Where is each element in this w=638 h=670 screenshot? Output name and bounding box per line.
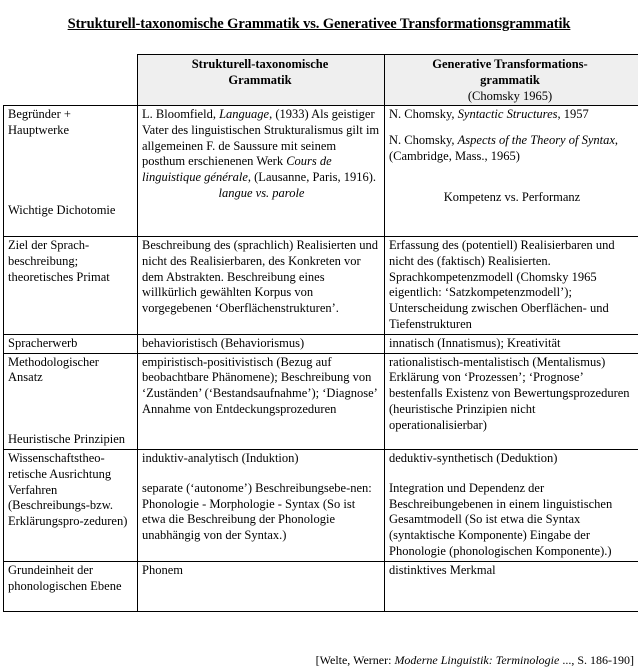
cell-structural: behavioristisch (Behaviorismus) [138, 334, 385, 353]
header-divider [384, 54, 385, 105]
comparison-table [3, 105, 638, 612]
cell-text: Annahme von Entdeckungsprozeduren [142, 401, 337, 416]
cell-text-italic: Syntactic Structures [457, 107, 558, 121]
cell-text: rationalistisch-mentalistisch (Mentalismus) Erklärung von ‘Prozessen’; ‘Prognose’ [389, 354, 606, 385]
cell-text: separate (‘autonome’) Beschreibungsebe-nen: Phonologie - Morphologie - Syntax (So ist etwa die Beschreibung der Phonologie unabhängig von der Syntax.) [142, 480, 372, 543]
cell-generative: distinktives Merkmal [385, 561, 638, 611]
header-col-structural-label: Strukturell-taxonomische Grammatik [191, 57, 329, 87]
table-row [4, 561, 638, 611]
row-label: Spracherwerb [4, 334, 138, 353]
row-label [4, 353, 138, 449]
cell-generative [385, 106, 638, 237]
citation-text: ..., S. 186-190] [559, 653, 634, 667]
cell-text-italic: Aspects of the Theory of Syntax [457, 132, 615, 147]
cell-text: N. Chomsky, [389, 107, 458, 121]
cell-text-italic: Language [219, 107, 270, 121]
cell-structural [138, 353, 385, 449]
citation-title: Moderne Linguistik: Terminologie [394, 653, 560, 667]
table-row [4, 449, 638, 561]
cell-text: N. Chomsky, [389, 132, 458, 147]
cell-generative: Erfassung des (potentiell) Realisierbaren und nicht des (faktisch) Realisierten. Sprachkompetenzmodell (Chomsky 1965 eigentlich: ‘Satzkompetenzmodell’); Unterscheidung zwischen Oberflächen- und Tiefenstrukturen [385, 237, 638, 335]
cell-text: , 1957 [557, 107, 589, 121]
cell-generative [385, 449, 638, 561]
table-row [4, 106, 638, 237]
row-label: Ziel der Sprach-beschreibung; theoretisches Primat [4, 237, 138, 335]
row-label-text: Wichtige Dichotomie [8, 202, 116, 217]
row-label-text: Methodologischer Ansatz [8, 354, 99, 385]
cell-text: , (1933) Als geistiger Vater des linguistischen Strukturalismus gilt im allgemeinen F. de Saussure mit seinem posthum erschienenen Werk [142, 107, 380, 169]
header-col-generative [405, 56, 615, 104]
cell-text: , (Cambridge, Mass., 1965) [389, 132, 619, 163]
cell-text: bestenfalls Existenz von Bewertungsprozeduren (heuristische Prinzipien nicht operationalisierbar) [389, 386, 630, 432]
citation-text: [Welte, Werner: [315, 653, 395, 667]
cell-generative: innatisch (Innatismus); Kreativität [385, 334, 638, 353]
cell-text: empiristisch-positivistisch (Bezug auf beobachtbare Phänomene); Beschreibung von ‘Zuständen’ (‘Bestandsaufnahme’); ‘Diagnose’ [142, 354, 378, 401]
page-title: Strukturell-taxonomische Grammatik vs. Generativee Transformationsgrammatik [67, 16, 571, 32]
header-col-structural [175, 56, 345, 88]
dichotomy-generative: Kompetenz vs. Performanz [443, 190, 581, 205]
row-label-text: Verfahren (Beschreibungs-bzw. Erklärungspro-zeduren) [8, 482, 128, 529]
row-label-text: Wissenschaftstheo-retische Ausrichtung [8, 450, 112, 481]
cell-text: Integration und Dependenz der Beschreibungebenen in einem linguistischen Gesamtmodell (So ist etwa die Syntax (syntaktische Komponente) Eingabe der Phonologie (phonologischen Komponente).) [389, 480, 613, 558]
cell-structural [138, 106, 385, 237]
cell-structural [138, 449, 385, 561]
row-label-text: Heuristische Prinzipien [8, 432, 125, 447]
row-label [4, 449, 138, 561]
cell-text: L. Bloomfield, [142, 107, 220, 121]
cell-text-italic: Cours de linguistique générale [142, 154, 332, 185]
header-col-generative-sub: (Chomsky 1965) [467, 89, 553, 103]
cell-text: deduktiv-synthetisch (Deduktion) [389, 450, 558, 465]
row-label: Grundeinheit der phonologischen Ebene [4, 561, 138, 611]
table-row [4, 334, 638, 353]
cell-structural: Phonem [138, 561, 385, 611]
table-row [4, 237, 638, 335]
header-col-generative-label: Generative Transformations-grammatik [432, 57, 588, 87]
dichotomy-structural: langue vs. parole [218, 185, 305, 200]
row-label [4, 106, 138, 237]
source-citation [316, 653, 634, 668]
cell-text: induktiv-analytisch (Induktion) [142, 450, 299, 465]
table-row [4, 353, 638, 449]
cell-generative [385, 353, 638, 449]
row-label-text: Begründer + Hauptwerke [8, 107, 71, 137]
cell-text: , (Lausanne, Paris, 1916). [247, 170, 376, 185]
cell-structural: Beschreibung des (sprachlich) Realisierten und nicht des Realisierbaren, des Konkreten vor dem Abstrakten. Beschreibung eines willkürlich gewählten Korpus von vorgegebenen ‘Oberflächenstrukturen’. [138, 237, 385, 335]
